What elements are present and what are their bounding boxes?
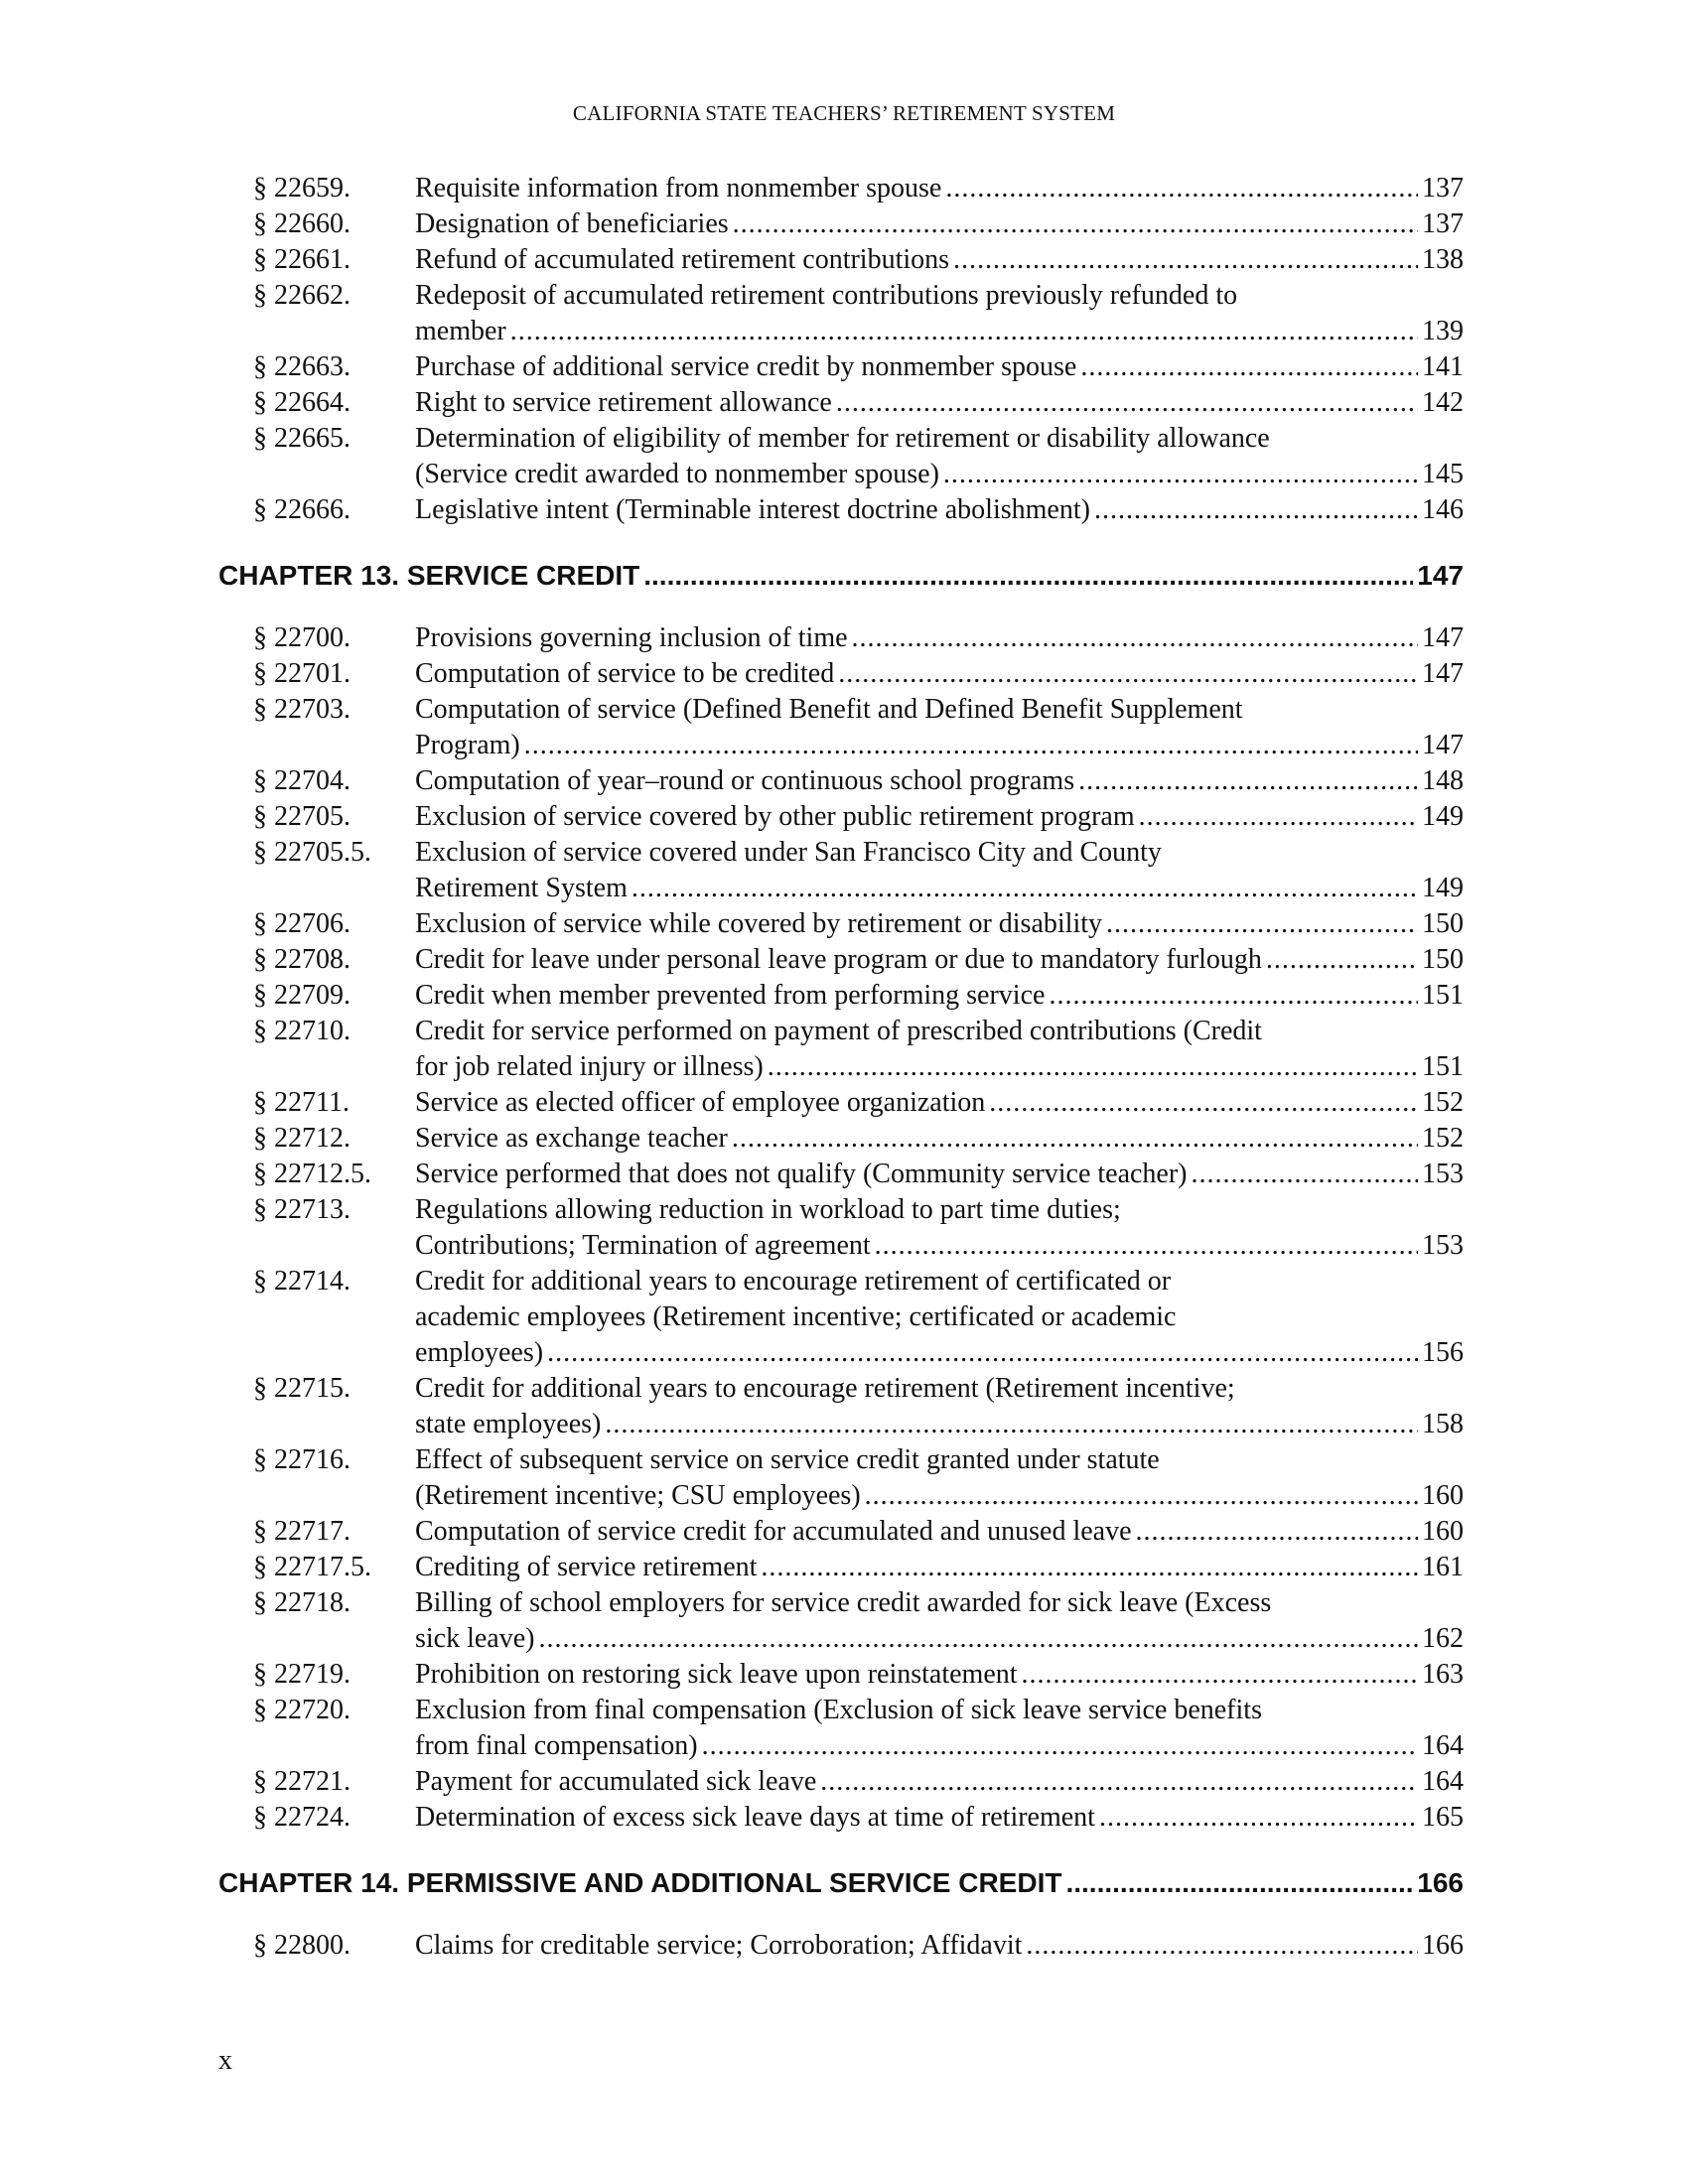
section-title xyxy=(415,1085,1464,1121)
section-title-line: Effect of subsequent service on service credit granted under statute xyxy=(415,1444,1160,1475)
toc-entry xyxy=(218,171,1464,206)
dot-leader xyxy=(510,314,1418,349)
section-title-last-line xyxy=(415,457,1464,492)
section-title-text: for job related injury or illness) xyxy=(415,1051,764,1082)
dot-leader xyxy=(732,1121,1418,1157)
section-page-number: 152 xyxy=(1422,1087,1464,1118)
section-title-last-line xyxy=(415,1335,1464,1371)
dot-leader xyxy=(838,656,1418,692)
section-title-last-line xyxy=(415,1157,1464,1192)
section-number: § 22710. xyxy=(253,1016,351,1046)
section-title-last-line xyxy=(415,242,1464,278)
section-title-text: employees) xyxy=(415,1337,544,1368)
section-page-number: 153 xyxy=(1422,1159,1464,1189)
section-number: § 22714. xyxy=(253,1266,351,1297)
section-title xyxy=(415,492,1464,528)
section-number: § 22719. xyxy=(253,1659,351,1690)
section-title xyxy=(415,1442,1464,1514)
section-title-text: Program) xyxy=(415,730,520,760)
dot-leader xyxy=(852,620,1418,656)
section-number: § 22709. xyxy=(253,980,351,1011)
toc-entry xyxy=(218,1585,1464,1657)
dot-leader xyxy=(875,1228,1418,1264)
section-title-text: Provisions governing inclusion of time xyxy=(415,622,848,653)
section-title-text: Service as exchange teacher xyxy=(415,1123,728,1154)
section-title-last-line xyxy=(415,492,1464,528)
page-number: x xyxy=(218,2045,232,2076)
section-title-text: Refund of accumulated retirement contributions xyxy=(415,244,950,275)
section-title xyxy=(415,835,1464,906)
toc-entry xyxy=(218,692,1464,763)
section-page-number: 166 xyxy=(1422,1930,1464,1961)
section-number: § 22711. xyxy=(253,1087,350,1118)
section-title-line: Credit for additional years to encourage retirement of certificated or xyxy=(415,1266,1172,1297)
section-title-text: Credit for leave under personal leave program or due to mandatory furlough xyxy=(415,944,1262,975)
section-title xyxy=(415,656,1464,692)
dot-leader xyxy=(632,871,1418,906)
section-number: § 22800. xyxy=(253,1930,351,1961)
section-number: § 22703. xyxy=(253,694,351,725)
section-title xyxy=(415,620,1464,656)
section-title xyxy=(415,1764,1464,1800)
section-title-text: (Retirement incentive; CSU employees) xyxy=(415,1480,861,1511)
section-number: § 22716. xyxy=(253,1444,351,1475)
section-title-text: Contributions; Termination of agreement xyxy=(415,1230,871,1261)
section-number: § 22705. xyxy=(253,801,351,832)
toc-entry xyxy=(218,1928,1464,1964)
section-page-number: 148 xyxy=(1422,765,1464,796)
section-title xyxy=(415,1800,1464,1836)
section-page-number: 150 xyxy=(1422,944,1464,975)
section-page-number: 160 xyxy=(1422,1480,1464,1511)
section-title xyxy=(415,1550,1464,1585)
section-number: § 22665. xyxy=(253,423,351,454)
dot-leader xyxy=(1049,978,1418,1014)
dot-leader xyxy=(1094,492,1418,528)
section-title-line: Credit for service performed on payment of prescribed contributions (Credit xyxy=(415,1016,1262,1046)
section-title-last-line xyxy=(415,1121,1464,1157)
section-title-text: Computation of year–round or continuous school programs xyxy=(415,765,1075,796)
dot-leader xyxy=(768,1049,1418,1085)
chapter-page-number: 166 xyxy=(1417,1867,1464,1898)
section-page-number: 158 xyxy=(1422,1409,1464,1439)
section-number: § 22661. xyxy=(253,244,351,275)
section-title-text: Designation of beneficiaries xyxy=(415,208,729,239)
section-page-number: 141 xyxy=(1422,351,1464,382)
toc-entry xyxy=(218,1693,1464,1764)
section-page-number: 164 xyxy=(1422,1766,1464,1797)
toc-entry xyxy=(218,1371,1464,1442)
section-title xyxy=(415,1121,1464,1157)
section-page-number: 156 xyxy=(1422,1337,1464,1368)
section-number: § 22701. xyxy=(253,658,351,689)
toc-entry xyxy=(218,242,1464,278)
chapter-heading xyxy=(218,1865,1464,1901)
section-title-last-line xyxy=(415,1049,1464,1085)
section-number: § 22724. xyxy=(253,1802,351,1833)
section-page-number: 137 xyxy=(1422,173,1464,204)
section-title-last-line xyxy=(415,1657,1464,1693)
toc-entry xyxy=(218,1085,1464,1121)
section-title xyxy=(415,906,1464,942)
dot-leader xyxy=(1080,349,1418,385)
toc-entry xyxy=(218,1442,1464,1514)
section-title xyxy=(415,421,1464,492)
section-title-text: Right to service retirement allowance xyxy=(415,387,832,418)
dot-leader xyxy=(539,1621,1419,1657)
section-title-last-line xyxy=(415,1085,1464,1121)
section-title-line: Billing of school employers for service credit awarded for sick leave (Excess xyxy=(415,1587,1272,1618)
section-number: § 22660. xyxy=(253,208,351,239)
section-title-text: Exclusion of service while covered by retirement or disability xyxy=(415,908,1103,939)
section-title-last-line xyxy=(415,1764,1464,1800)
section-title-last-line xyxy=(415,314,1464,349)
table-of-contents xyxy=(218,171,1464,1964)
section-title-last-line xyxy=(415,871,1464,906)
dot-leader xyxy=(989,1085,1418,1121)
toc-entry xyxy=(218,278,1464,349)
dot-leader xyxy=(953,242,1418,278)
section-title-text: member xyxy=(415,316,506,346)
section-title xyxy=(415,1371,1464,1442)
dot-leader xyxy=(761,1550,1418,1585)
section-title-last-line xyxy=(415,978,1464,1014)
section-title-last-line xyxy=(415,763,1464,799)
section-page-number: 149 xyxy=(1422,801,1464,832)
toc-entry xyxy=(218,1014,1464,1085)
section-title-text: Payment for accumulated sick leave xyxy=(415,1766,817,1797)
toc-entry xyxy=(218,1192,1464,1264)
chapter-heading xyxy=(218,558,1464,594)
section-number: § 22713. xyxy=(253,1194,351,1225)
section-title xyxy=(415,1657,1464,1693)
section-page-number: 142 xyxy=(1422,387,1464,418)
section-title-last-line xyxy=(415,656,1464,692)
section-page-number: 151 xyxy=(1422,980,1464,1011)
dot-leader xyxy=(836,385,1418,421)
section-page-number: 147 xyxy=(1422,730,1464,760)
section-page-number: 153 xyxy=(1422,1230,1464,1261)
toc-entry xyxy=(218,1264,1464,1371)
toc-entry xyxy=(218,763,1464,799)
toc-entry xyxy=(218,1121,1464,1157)
toc-entry xyxy=(218,206,1464,242)
toc-entry xyxy=(218,835,1464,906)
section-title-last-line xyxy=(415,620,1464,656)
section-page-number: 162 xyxy=(1422,1623,1464,1654)
section-page-number: 147 xyxy=(1422,622,1464,653)
section-title xyxy=(415,978,1464,1014)
section-title-text: (Service credit awarded to nonmember spouse) xyxy=(415,459,939,489)
section-title-line: Regulations allowing reduction in workload to part time duties; xyxy=(415,1194,1121,1225)
section-page-number: 146 xyxy=(1422,494,1464,525)
section-page-number: 150 xyxy=(1422,908,1464,939)
section-title-last-line xyxy=(415,1478,1464,1514)
dot-leader xyxy=(1192,1157,1418,1192)
dot-leader xyxy=(945,171,1418,206)
section-title-last-line xyxy=(415,171,1464,206)
section-page-number: 137 xyxy=(1422,208,1464,239)
dot-leader xyxy=(820,1764,1418,1800)
section-page-number: 149 xyxy=(1422,873,1464,903)
toc-entry xyxy=(218,620,1464,656)
section-title xyxy=(415,799,1464,835)
section-title xyxy=(415,942,1464,978)
dot-leader xyxy=(1266,942,1418,978)
section-title-line: academic employees (Retirement incentive; certificated or academic xyxy=(415,1301,1177,1332)
section-page-number: 160 xyxy=(1422,1516,1464,1547)
chapter-title: CHAPTER 13. SERVICE CREDIT xyxy=(218,560,640,591)
section-title xyxy=(415,1693,1464,1764)
section-title xyxy=(415,1157,1464,1192)
section-number: § 22718. xyxy=(253,1587,351,1618)
dot-leader xyxy=(524,728,1418,763)
section-title-text: Exclusion of service covered by other public retirement program xyxy=(415,801,1135,832)
chapter-page-number: 147 xyxy=(1417,560,1464,591)
section-title xyxy=(415,242,1464,278)
dot-leader xyxy=(702,1728,1418,1764)
dot-leader xyxy=(1026,1928,1418,1964)
section-page-number: 165 xyxy=(1422,1802,1464,1833)
toc-entry xyxy=(218,799,1464,835)
section-title xyxy=(415,763,1464,799)
section-title xyxy=(415,349,1464,385)
dot-leader xyxy=(1065,1865,1413,1901)
section-title-text: Credit when member prevented from performing service xyxy=(415,980,1046,1011)
dot-leader xyxy=(1022,1657,1418,1693)
section-page-number: 151 xyxy=(1422,1051,1464,1082)
section-number: § 22720. xyxy=(253,1695,351,1725)
dot-leader xyxy=(1136,1514,1418,1550)
dot-leader xyxy=(605,1407,1418,1442)
section-title-last-line xyxy=(415,1407,1464,1442)
dot-leader xyxy=(1099,1800,1418,1836)
section-number: § 22704. xyxy=(253,765,351,796)
section-title-text: Requisite information from nonmember spouse xyxy=(415,173,942,204)
section-page-number: 164 xyxy=(1422,1730,1464,1761)
toc-entry xyxy=(218,421,1464,492)
section-page-number: 161 xyxy=(1422,1552,1464,1582)
toc-entry xyxy=(218,1514,1464,1550)
section-number: § 22700. xyxy=(253,622,351,653)
dot-leader xyxy=(733,206,1418,242)
section-title xyxy=(415,1192,1464,1264)
section-page-number: 163 xyxy=(1422,1659,1464,1690)
dot-leader xyxy=(1078,763,1418,799)
section-title-last-line xyxy=(415,349,1464,385)
section-title xyxy=(415,1264,1464,1371)
section-title-last-line xyxy=(415,1800,1464,1836)
section-title xyxy=(415,278,1464,349)
section-number: § 22717. xyxy=(253,1516,351,1547)
toc-entry xyxy=(218,656,1464,692)
section-number: § 22721. xyxy=(253,1766,351,1797)
section-title-last-line xyxy=(415,1514,1464,1550)
section-title-text: Crediting of service retirement xyxy=(415,1552,758,1582)
toc-entry xyxy=(218,1764,1464,1800)
section-title-last-line xyxy=(415,728,1464,763)
section-title-line: Exclusion from final compensation (Exclusion of sick leave service benefits xyxy=(415,1695,1262,1725)
toc-entry xyxy=(218,1157,1464,1192)
section-title xyxy=(415,692,1464,763)
toc-entry xyxy=(218,978,1464,1014)
section-title-last-line xyxy=(415,942,1464,978)
section-number: § 22666. xyxy=(253,494,351,525)
section-title-text: Service performed that does not qualify (Community service teacher) xyxy=(415,1159,1188,1189)
section-title-text: Claims for creditable service; Corroboration; Affidavit xyxy=(415,1930,1023,1961)
section-title-text: Prohibition on restoring sick leave upon reinstatement xyxy=(415,1659,1018,1690)
section-title-text: from final compensation) xyxy=(415,1730,698,1761)
section-page-number: 138 xyxy=(1422,244,1464,275)
section-title-text: Purchase of additional service credit by nonmember spouse xyxy=(415,351,1077,382)
section-title-last-line xyxy=(415,1928,1464,1964)
section-title-last-line xyxy=(415,906,1464,942)
section-title-last-line xyxy=(415,1621,1464,1657)
dot-leader xyxy=(1106,906,1418,942)
section-title-line: Determination of eligibility of member for retirement or disability allowance xyxy=(415,423,1270,454)
toc-entry xyxy=(218,1657,1464,1693)
section-page-number: 145 xyxy=(1422,459,1464,489)
section-title xyxy=(415,1585,1464,1657)
section-number: § 22659. xyxy=(253,173,351,204)
dot-leader xyxy=(547,1335,1418,1371)
section-page-number: 152 xyxy=(1422,1123,1464,1154)
section-title-text: Computation of service credit for accumulated and unused leave xyxy=(415,1516,1132,1547)
section-title-text: Determination of excess sick leave days at time of retirement xyxy=(415,1802,1095,1833)
section-title-line: Computation of service (Defined Benefit and Defined Benefit Supplement xyxy=(415,694,1243,725)
section-title-text: Service as elected officer of employee organization xyxy=(415,1087,986,1118)
section-page-number: 147 xyxy=(1422,658,1464,689)
dot-leader xyxy=(865,1478,1418,1514)
section-title xyxy=(415,385,1464,421)
section-number: § 22708. xyxy=(253,944,351,975)
section-title-last-line xyxy=(415,1550,1464,1585)
section-number: § 22662. xyxy=(253,280,351,311)
toc-entry xyxy=(218,906,1464,942)
section-title xyxy=(415,1514,1464,1550)
section-title-last-line xyxy=(415,206,1464,242)
section-title xyxy=(415,1928,1464,1964)
toc-entry xyxy=(218,1800,1464,1836)
section-title xyxy=(415,171,1464,206)
section-title-text: Computation of service to be credited xyxy=(415,658,835,689)
section-number: § 22706. xyxy=(253,908,351,939)
toc-entry xyxy=(218,942,1464,978)
section-title-line: Redeposit of accumulated retirement contributions previously refunded to xyxy=(415,280,1238,311)
section-number: § 22717.5. xyxy=(253,1552,371,1582)
dot-leader xyxy=(643,558,1413,594)
section-number: § 22664. xyxy=(253,387,351,418)
toc-entry xyxy=(218,349,1464,385)
chapter-title: CHAPTER 14. PERMISSIVE AND ADDITIONAL SERVICE CREDIT xyxy=(218,1867,1062,1898)
section-number: § 22715. xyxy=(253,1373,351,1404)
section-number: § 22705.5. xyxy=(253,837,371,868)
toc-entry xyxy=(218,1550,1464,1585)
section-title xyxy=(415,206,1464,242)
section-title-line: Credit for additional years to encourage retirement (Retirement incentive; xyxy=(415,1373,1235,1404)
section-title-text: Retirement System xyxy=(415,873,628,903)
running-header: CALIFORNIA STATE TEACHERS’ RETIREMENT SYSTEM xyxy=(572,101,1116,125)
section-title-last-line xyxy=(415,799,1464,835)
section-title-last-line xyxy=(415,385,1464,421)
section-title xyxy=(415,1014,1464,1085)
section-title-line: Exclusion of service covered under San Francisco City and County xyxy=(415,837,1162,868)
toc-entry xyxy=(218,492,1464,528)
section-number: § 22663. xyxy=(253,351,351,382)
section-title-last-line xyxy=(415,1228,1464,1264)
section-title-last-line xyxy=(415,1728,1464,1764)
section-title-text: state employees) xyxy=(415,1409,602,1439)
dot-leader xyxy=(943,457,1418,492)
section-title-text: sick leave) xyxy=(415,1623,535,1654)
section-number: § 22712.5. xyxy=(253,1159,371,1189)
toc-entry xyxy=(218,385,1464,421)
section-title-text: Legislative intent (Terminable interest doctrine abolishment) xyxy=(415,494,1090,525)
section-page-number: 139 xyxy=(1422,316,1464,346)
dot-leader xyxy=(1139,799,1418,835)
section-number: § 22712. xyxy=(253,1123,351,1154)
